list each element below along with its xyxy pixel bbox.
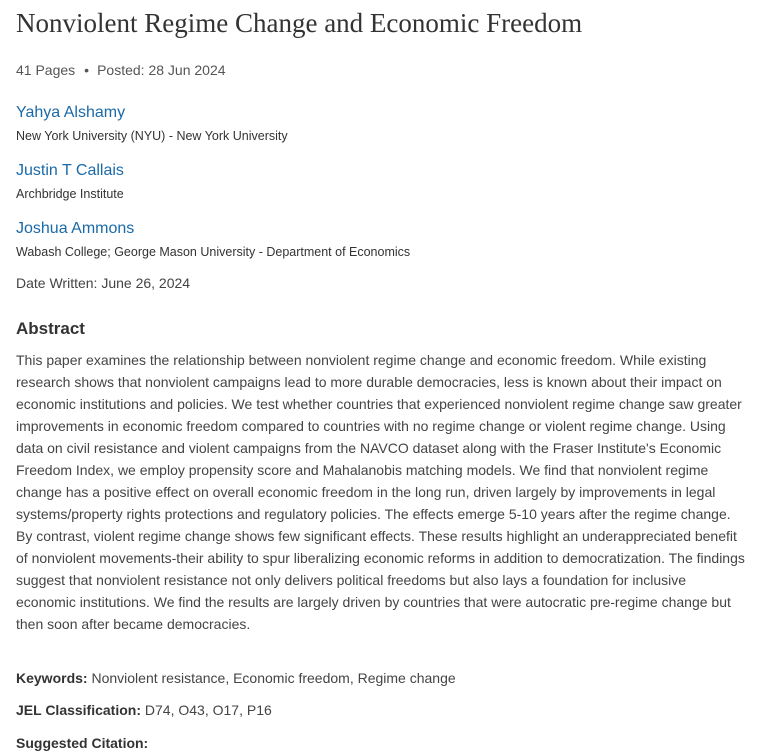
author-affiliation: Archbridge Institute	[16, 187, 124, 201]
jel-line	[16, 700, 272, 720]
author-name-link[interactable]: Justin T Callais	[16, 162, 124, 179]
author-entry	[16, 161, 124, 202]
keywords-value: Nonviolent resistance, Economic freedom, Regime change	[91, 670, 456, 686]
author-entry	[16, 103, 288, 144]
author-name-link[interactable]: Joshua Ammons	[16, 220, 135, 237]
page-title: Nonviolent Regime Change and Economic Freedom	[16, 8, 583, 38]
abstract-heading: Abstract	[16, 319, 85, 338]
author-name-link[interactable]: Yahya Alshamy	[16, 104, 126, 121]
keywords-label: Keywords:	[16, 670, 88, 686]
meta-separator: •	[84, 62, 90, 78]
jel-label: JEL Classification:	[16, 702, 142, 718]
author-affiliation: Wabash College; George Mason University - Department of Economics	[16, 245, 411, 259]
author-entry	[16, 219, 410, 260]
paper-meta	[16, 60, 226, 80]
jel-value: D74, O43, O17, P16	[144, 702, 272, 718]
suggested-citation-label: Suggested Citation:	[16, 735, 149, 751]
author-affiliation: New York University (NYU) - New York University	[16, 129, 288, 143]
page-count: 41 Pages	[16, 62, 76, 78]
posted-date: Posted: 28 Jun 2024	[97, 62, 226, 78]
date-written: Date Written: June 26, 2024	[16, 275, 191, 291]
abstract-text: This paper examines the relationship between nonviolent regime change and economic freedom. While existing research shows that nonviolent campaigns lead to more durable democracies, less is known about their impact on economic institutions and policies. We test whether countries that experienced nonviolent regime change saw greater improvements in economic freedom compared to countries with no regime change or violent regime change. Using data on civil resistance and violent campaigns from the NAVCO dataset along with the Fraser Institute's Economic Freedom Index, we employ propensity score and Mahalanobis matching models. We find that nonviolent regime change has a positive effect on overall economic freedom in the long run, driven largely by improvements in legal systems/property rights protections and regulatory policies. The effects emerge 5-10 years after the regime change. By contrast, violent regime change shows few significant effects. These results highlight an underappreciated benefit of nonviolent movements-their ability to spur liberalizing economic reforms in addition to democratization. The findings suggest that nonviolent resistance not only delivers political freedoms but also lays a foundation for inclusive economic institutions. We find the results are largely driven by countries that were autocratic pre-regime change but then soon after became democracies.	[16, 352, 745, 632]
keywords-line	[16, 668, 456, 688]
